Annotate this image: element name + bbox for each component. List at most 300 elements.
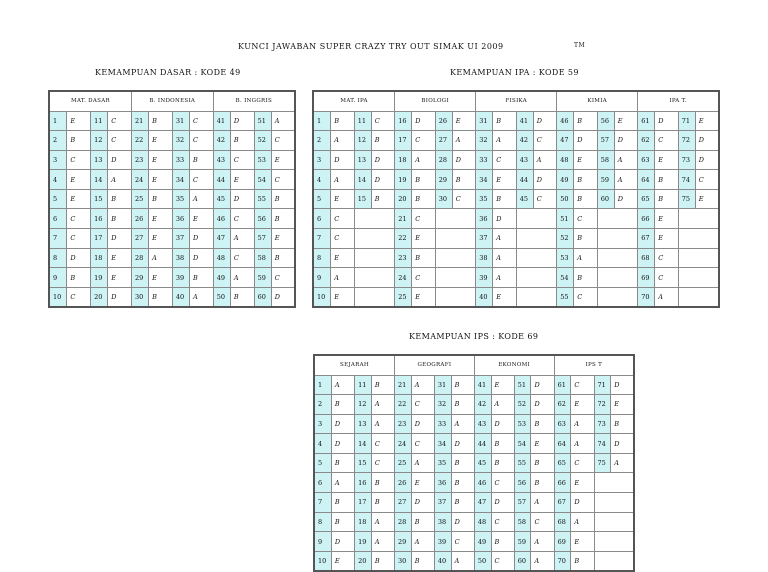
answer-letter: D bbox=[411, 493, 434, 513]
subject-header: IPS T bbox=[554, 355, 634, 375]
empty-cell bbox=[435, 268, 476, 288]
answer-letter: C bbox=[491, 551, 514, 571]
question-number: 42 bbox=[516, 131, 533, 151]
question-number: 12 bbox=[91, 131, 108, 151]
question-number: 49 bbox=[557, 170, 574, 190]
question-number: 74 bbox=[594, 434, 611, 454]
answer-letter: D bbox=[491, 414, 514, 434]
question-number: 67 bbox=[554, 493, 571, 513]
question-number: 55 bbox=[557, 287, 574, 307]
answer-letter: B bbox=[451, 473, 474, 493]
question-number: 54 bbox=[557, 268, 574, 288]
table-row bbox=[49, 111, 295, 131]
question-number: 52 bbox=[514, 395, 531, 415]
empty-cell bbox=[597, 209, 638, 229]
empty-cell bbox=[678, 248, 719, 268]
question-number: 24 bbox=[395, 434, 412, 454]
question-number: 38 bbox=[476, 248, 493, 268]
answer-letter: B bbox=[149, 111, 173, 131]
question-number: 28 bbox=[131, 248, 148, 268]
answer-letter: C bbox=[655, 268, 679, 288]
table-row bbox=[49, 229, 295, 249]
answer-letter: B bbox=[574, 170, 598, 190]
answer-letter: B bbox=[655, 189, 679, 209]
answer-letter: B bbox=[574, 268, 598, 288]
subject-header: EKONOMI bbox=[474, 355, 554, 375]
question-number: 1 bbox=[49, 111, 67, 131]
section-heading-dasar: KEMAMPUAN DASAR : KODE 49 bbox=[95, 68, 241, 77]
question-number: 65 bbox=[638, 189, 655, 209]
question-number: 50 bbox=[557, 189, 574, 209]
table-row bbox=[313, 170, 719, 190]
answer-letter: B bbox=[491, 434, 514, 454]
answer-letter: E bbox=[571, 532, 594, 552]
answer-letter: D bbox=[189, 229, 213, 249]
question-number: 8 bbox=[314, 512, 331, 532]
question-number: 9 bbox=[314, 532, 331, 552]
question-number: 13 bbox=[91, 150, 108, 170]
answer-letter: C bbox=[531, 512, 554, 532]
answer-key-table-ips bbox=[313, 354, 635, 572]
question-number: 47 bbox=[474, 493, 491, 513]
answer-letter: E bbox=[412, 229, 436, 249]
answer-letter: C bbox=[655, 131, 679, 151]
answer-letter: E bbox=[531, 434, 554, 454]
question-number: 24 bbox=[131, 170, 148, 190]
answer-letter: B bbox=[67, 268, 91, 288]
question-number: 20 bbox=[395, 189, 412, 209]
question-number: 72 bbox=[594, 395, 611, 415]
answer-letter: A bbox=[189, 189, 213, 209]
answer-letter: E bbox=[331, 189, 355, 209]
question-number: 63 bbox=[554, 414, 571, 434]
question-number: 43 bbox=[474, 414, 491, 434]
empty-cell bbox=[354, 268, 395, 288]
question-number: 37 bbox=[476, 229, 493, 249]
subject-header: B. INGGRIS bbox=[213, 91, 295, 111]
question-number: 18 bbox=[91, 248, 108, 268]
question-number: 33 bbox=[172, 150, 189, 170]
answer-letter: B bbox=[271, 209, 295, 229]
answer-letter: D bbox=[614, 131, 638, 151]
answer-letter: B bbox=[574, 189, 598, 209]
answer-letter: B bbox=[531, 473, 554, 493]
question-number: 21 bbox=[395, 209, 412, 229]
answer-letter: B bbox=[331, 493, 354, 513]
answer-letter: E bbox=[655, 209, 679, 229]
question-number: 15 bbox=[354, 189, 371, 209]
question-number: 6 bbox=[313, 209, 331, 229]
answer-letter: A bbox=[411, 375, 434, 395]
answer-letter: A bbox=[493, 229, 517, 249]
question-number: 71 bbox=[678, 111, 695, 131]
table-row bbox=[313, 111, 719, 131]
question-number: 17 bbox=[91, 229, 108, 249]
question-number: 4 bbox=[313, 170, 331, 190]
answer-letter: A bbox=[614, 150, 638, 170]
question-number: 23 bbox=[395, 414, 412, 434]
question-number: 36 bbox=[172, 209, 189, 229]
question-number: 50 bbox=[474, 551, 491, 571]
question-number: 58 bbox=[597, 150, 614, 170]
table-header-row bbox=[313, 91, 719, 111]
answer-letter: E bbox=[655, 229, 679, 249]
answer-letter: D bbox=[331, 414, 354, 434]
answer-letter: B bbox=[108, 189, 132, 209]
answer-letter: C bbox=[412, 268, 436, 288]
table-row bbox=[49, 268, 295, 288]
table-row bbox=[314, 453, 634, 473]
question-number: 32 bbox=[434, 395, 451, 415]
table-row bbox=[314, 414, 634, 434]
answer-letter: B bbox=[451, 395, 474, 415]
answer-letter: D bbox=[331, 532, 354, 552]
question-number: 46 bbox=[557, 111, 574, 131]
answer-letter: B bbox=[491, 453, 514, 473]
subject-header: FISIKA bbox=[476, 91, 557, 111]
question-number: 5 bbox=[314, 453, 331, 473]
answer-letter: A bbox=[271, 111, 295, 131]
answer-letter: D bbox=[271, 287, 295, 307]
answer-letter: A bbox=[371, 414, 394, 434]
answer-letter: E bbox=[452, 111, 476, 131]
question-number: 47 bbox=[557, 131, 574, 151]
question-number: 40 bbox=[172, 287, 189, 307]
question-number: 33 bbox=[434, 414, 451, 434]
question-number: 10 bbox=[314, 551, 331, 571]
question-number: 27 bbox=[131, 229, 148, 249]
answer-letter: C bbox=[189, 170, 213, 190]
answer-letter: E bbox=[271, 229, 295, 249]
question-number: 36 bbox=[434, 473, 451, 493]
answer-letter: B bbox=[493, 189, 517, 209]
answer-letter: E bbox=[331, 551, 354, 571]
question-number: 27 bbox=[395, 493, 412, 513]
question-number: 4 bbox=[314, 434, 331, 454]
answer-letter: A bbox=[451, 551, 474, 571]
question-number: 25 bbox=[131, 189, 148, 209]
table-row bbox=[314, 395, 634, 415]
question-number: 53 bbox=[254, 150, 271, 170]
question-number: 5 bbox=[49, 189, 67, 209]
empty-cell bbox=[516, 209, 557, 229]
answer-letter: A bbox=[531, 532, 554, 552]
answer-letter: B bbox=[491, 532, 514, 552]
question-number: 35 bbox=[434, 453, 451, 473]
answer-letter: B bbox=[67, 131, 91, 151]
empty-cell bbox=[597, 287, 638, 307]
answer-letter: C bbox=[491, 473, 514, 493]
question-number: 9 bbox=[49, 268, 67, 288]
question-number: 31 bbox=[476, 111, 493, 131]
answer-letter: E bbox=[189, 209, 213, 229]
question-number: 53 bbox=[557, 248, 574, 268]
answer-letter: A bbox=[331, 473, 354, 493]
answer-letter: E bbox=[149, 209, 173, 229]
empty-cell bbox=[354, 248, 395, 268]
answer-letter: C bbox=[571, 375, 594, 395]
question-number: 2 bbox=[49, 131, 67, 151]
table-row bbox=[313, 131, 719, 151]
answer-letter: D bbox=[611, 434, 634, 454]
question-number: 60 bbox=[254, 287, 271, 307]
table-row bbox=[313, 268, 719, 288]
answer-letter: B bbox=[108, 209, 132, 229]
answer-letter: C bbox=[411, 395, 434, 415]
answer-letter: C bbox=[331, 229, 355, 249]
answer-letter: D bbox=[533, 170, 557, 190]
answer-letter: B bbox=[371, 551, 394, 571]
question-number: 14 bbox=[354, 170, 371, 190]
table-row bbox=[314, 551, 634, 571]
question-number: 26 bbox=[435, 111, 452, 131]
question-number: 8 bbox=[313, 248, 331, 268]
answer-letter: A bbox=[493, 131, 517, 151]
answer-letter: B bbox=[371, 473, 394, 493]
question-number: 19 bbox=[355, 532, 372, 552]
question-number: 58 bbox=[254, 248, 271, 268]
answer-letter: B bbox=[271, 248, 295, 268]
question-number: 4 bbox=[49, 170, 67, 190]
question-number: 69 bbox=[638, 268, 655, 288]
question-number: 34 bbox=[172, 170, 189, 190]
answer-letter: D bbox=[531, 395, 554, 415]
question-number: 35 bbox=[476, 189, 493, 209]
question-number: 29 bbox=[435, 170, 452, 190]
question-number: 37 bbox=[172, 229, 189, 249]
answer-letter: A bbox=[331, 170, 355, 190]
answer-letter: B bbox=[189, 150, 213, 170]
question-number: 17 bbox=[395, 131, 412, 151]
answer-letter: D bbox=[611, 375, 634, 395]
answer-letter: A bbox=[108, 170, 132, 190]
answer-letter: A bbox=[571, 512, 594, 532]
answer-letter: D bbox=[108, 287, 132, 307]
table-row bbox=[314, 532, 634, 552]
answer-letter: B bbox=[371, 131, 395, 151]
answer-letter: A bbox=[574, 248, 598, 268]
question-number: 2 bbox=[313, 131, 331, 151]
question-number: 51 bbox=[254, 111, 271, 131]
question-number: 9 bbox=[313, 268, 331, 288]
question-number: 39 bbox=[434, 532, 451, 552]
question-number: 28 bbox=[435, 150, 452, 170]
subject-header: GEOGRAFI bbox=[395, 355, 475, 375]
question-number: 11 bbox=[91, 111, 108, 131]
answer-letter: C bbox=[491, 512, 514, 532]
question-number: 11 bbox=[354, 111, 371, 131]
question-number: 52 bbox=[557, 229, 574, 249]
question-number: 41 bbox=[474, 375, 491, 395]
question-number: 59 bbox=[597, 170, 614, 190]
question-number: 8 bbox=[49, 248, 67, 268]
question-number: 61 bbox=[554, 375, 571, 395]
question-number: 44 bbox=[213, 170, 230, 190]
answer-letter: B bbox=[574, 229, 598, 249]
trademark-mark: TM bbox=[574, 42, 586, 49]
answer-letter: A bbox=[331, 375, 354, 395]
question-number: 51 bbox=[514, 375, 531, 395]
question-number: 75 bbox=[678, 189, 695, 209]
question-number: 14 bbox=[91, 170, 108, 190]
answer-key-table-ipa bbox=[312, 90, 720, 308]
answer-letter: D bbox=[331, 150, 355, 170]
answer-letter: B bbox=[451, 493, 474, 513]
answer-letter: D bbox=[574, 131, 598, 151]
empty-cell bbox=[435, 248, 476, 268]
table-row bbox=[314, 512, 634, 532]
answer-letter: A bbox=[451, 414, 474, 434]
question-number: 45 bbox=[474, 453, 491, 473]
table-row bbox=[49, 248, 295, 268]
question-number: 49 bbox=[213, 268, 230, 288]
question-number: 39 bbox=[172, 268, 189, 288]
empty-cell bbox=[594, 532, 634, 552]
answer-letter: B bbox=[271, 189, 295, 209]
question-number: 34 bbox=[476, 170, 493, 190]
empty-cell bbox=[435, 287, 476, 307]
subject-header: IPA T. bbox=[638, 91, 719, 111]
answer-letter: E bbox=[67, 111, 91, 131]
question-number: 47 bbox=[213, 229, 230, 249]
question-number: 41 bbox=[516, 111, 533, 131]
question-number: 28 bbox=[395, 512, 412, 532]
answer-letter: E bbox=[493, 170, 517, 190]
empty-cell bbox=[354, 229, 395, 249]
question-number: 30 bbox=[131, 287, 148, 307]
answer-letter: B bbox=[531, 453, 554, 473]
answer-letter: E bbox=[271, 150, 295, 170]
question-number: 5 bbox=[313, 189, 331, 209]
question-number: 59 bbox=[254, 268, 271, 288]
answer-letter: D bbox=[108, 150, 132, 170]
answer-letter: A bbox=[614, 170, 638, 190]
answer-letter: D bbox=[533, 111, 557, 131]
question-number: 43 bbox=[516, 150, 533, 170]
question-number: 33 bbox=[476, 150, 493, 170]
answer-letter: B bbox=[451, 375, 474, 395]
answer-letter: C bbox=[271, 170, 295, 190]
answer-letter: B bbox=[230, 131, 254, 151]
answer-letter: B bbox=[331, 512, 354, 532]
answer-letter: C bbox=[371, 434, 394, 454]
question-number: 6 bbox=[314, 473, 331, 493]
answer-letter: A bbox=[189, 287, 213, 307]
answer-letter: C bbox=[574, 287, 598, 307]
answer-letter: E bbox=[491, 375, 514, 395]
question-number: 62 bbox=[638, 131, 655, 151]
empty-cell bbox=[516, 248, 557, 268]
answer-letter: B bbox=[655, 170, 679, 190]
question-number: 30 bbox=[435, 189, 452, 209]
answer-letter: B bbox=[574, 111, 598, 131]
subject-header: SEJARAH bbox=[314, 355, 395, 375]
question-number: 3 bbox=[314, 414, 331, 434]
answer-letter: E bbox=[695, 189, 719, 209]
answer-letter: B bbox=[331, 111, 355, 131]
answer-letter: D bbox=[531, 375, 554, 395]
table-row bbox=[313, 287, 719, 307]
answer-letter: C bbox=[533, 189, 557, 209]
question-number: 49 bbox=[474, 532, 491, 552]
empty-cell bbox=[594, 473, 634, 493]
question-number: 45 bbox=[213, 189, 230, 209]
answer-letter: D bbox=[371, 150, 395, 170]
question-number: 10 bbox=[49, 287, 67, 307]
question-number: 20 bbox=[355, 551, 372, 571]
question-number: 31 bbox=[172, 111, 189, 131]
table-row bbox=[313, 248, 719, 268]
question-number: 66 bbox=[638, 209, 655, 229]
table-row bbox=[313, 189, 719, 209]
answer-letter: A bbox=[331, 131, 355, 151]
question-number: 1 bbox=[313, 111, 331, 131]
question-number: 19 bbox=[395, 170, 412, 190]
question-number: 68 bbox=[554, 512, 571, 532]
answer-letter: C bbox=[451, 532, 474, 552]
question-number: 40 bbox=[476, 287, 493, 307]
question-number: 52 bbox=[254, 131, 271, 151]
question-number: 25 bbox=[395, 453, 412, 473]
table-row bbox=[314, 493, 634, 513]
question-number: 46 bbox=[213, 209, 230, 229]
answer-letter: B bbox=[412, 189, 436, 209]
question-number: 73 bbox=[678, 150, 695, 170]
table-row bbox=[313, 229, 719, 249]
empty-cell bbox=[594, 493, 634, 513]
answer-letter: E bbox=[331, 287, 355, 307]
section-heading-ips: KEMAMPUAN IPS : KODE 69 bbox=[409, 332, 539, 341]
question-number: 57 bbox=[514, 493, 531, 513]
answer-letter: E bbox=[493, 287, 517, 307]
answer-letter: A bbox=[491, 395, 514, 415]
answer-letter: A bbox=[412, 150, 436, 170]
answer-letter: C bbox=[412, 209, 436, 229]
table-row bbox=[314, 473, 634, 493]
question-number: 13 bbox=[355, 414, 372, 434]
question-number: 22 bbox=[395, 395, 412, 415]
question-number: 58 bbox=[514, 512, 531, 532]
answer-letter: E bbox=[695, 111, 719, 131]
question-number: 34 bbox=[434, 434, 451, 454]
subject-header: KIMIA bbox=[557, 91, 638, 111]
answer-letter: C bbox=[67, 229, 91, 249]
answer-letter: E bbox=[614, 111, 638, 131]
question-number: 10 bbox=[313, 287, 331, 307]
answer-letter: D bbox=[493, 209, 517, 229]
answer-letter: E bbox=[571, 395, 594, 415]
answer-letter: D bbox=[108, 229, 132, 249]
question-number: 50 bbox=[213, 287, 230, 307]
question-number: 48 bbox=[557, 150, 574, 170]
question-number: 55 bbox=[254, 189, 271, 209]
table-row bbox=[314, 375, 634, 395]
answer-letter: C bbox=[189, 131, 213, 151]
question-number: 18 bbox=[355, 512, 372, 532]
question-number: 56 bbox=[254, 209, 271, 229]
answer-letter: A bbox=[531, 551, 554, 571]
table-row bbox=[49, 209, 295, 229]
answer-letter: E bbox=[574, 150, 598, 170]
empty-cell bbox=[354, 287, 395, 307]
answer-letter: E bbox=[108, 248, 132, 268]
answer-letter: B bbox=[531, 414, 554, 434]
empty-cell bbox=[678, 229, 719, 249]
question-number: 21 bbox=[131, 111, 148, 131]
table-row bbox=[313, 209, 719, 229]
answer-letter: D bbox=[695, 150, 719, 170]
answer-letter: A bbox=[493, 248, 517, 268]
